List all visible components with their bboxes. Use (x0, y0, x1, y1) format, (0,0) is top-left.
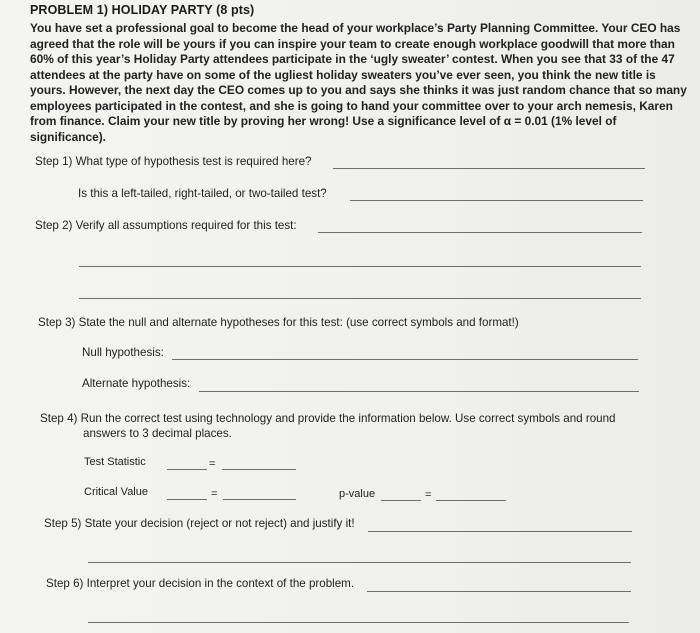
step1-question: Step 1) What type of hypothesis test is required here? (35, 155, 312, 168)
step3-question: Step 3) State the null and alternate hypotheses for this test: (use correct symbols and format!) (38, 316, 519, 329)
p-value-equals: = (425, 489, 432, 501)
p-value-symbol-line[interactable] (381, 500, 421, 501)
alternate-hypothesis-line[interactable] (199, 391, 639, 392)
critical-value-value-line[interactable] (223, 499, 296, 500)
step4-question-line2: answers to 3 decimal places. (83, 427, 232, 440)
p-value-value-line[interactable] (436, 500, 506, 501)
step2-answer-line-2[interactable] (79, 266, 641, 267)
step1-tail-answer-line[interactable] (350, 200, 643, 201)
null-hypothesis-line[interactable] (172, 359, 638, 360)
null-hypothesis-label: Null hypothesis: (82, 346, 164, 359)
critical-value-equals: = (211, 488, 218, 500)
test-statistic-label: Test Statistic (84, 456, 146, 468)
critical-value-symbol-line[interactable] (167, 499, 207, 500)
step1-answer-line[interactable] (333, 168, 645, 169)
step5-question: Step 5) State your decision (reject or not reject) and justify it! (44, 517, 355, 530)
step2-answer-line-3[interactable] (79, 298, 641, 299)
alternate-hypothesis-label: Alternate hypothesis: (82, 377, 191, 390)
problem-intro: You have set a professional goal to become the head of your workplace’s Party Planning Committee. Your CEO has agreed that the role will be yours if you can inspire your team to create enough workplace goodwill that more than 60% of this year’s Holiday Party attendees participate in the ‘ugly sweater’ contest. When you see that 33 of the 47 attendees at the party have on some of the ugliest holiday sweaters you’ve ever seen, you think the new title is yours. However, the next day the CEO comes up to you and says she thinks it was just random chance that so many employees participated in the contest, and she is going to hand your committee over to your arch nemesis, Karen from finance. Claim your new title by proving her wrong! Use a significance level of α = 0.01 (1% level of significance). (30, 21, 687, 144)
critical-value-label: Critical Value (84, 486, 148, 498)
step4-question-line1: Step 4) Run the correct test using technology and provide the information below. Use correct symbols and round (40, 412, 616, 425)
test-statistic-equals: = (209, 458, 216, 470)
step6-answer-line-1[interactable] (367, 591, 631, 592)
step2-question: Step 2) Verify all assumptions required for this test: (35, 219, 297, 232)
test-statistic-symbol-line[interactable] (167, 469, 207, 470)
step1-tail-question: Is this a left-tailed, right-tailed, or two-tailed test? (78, 187, 327, 200)
p-value-label: p-value (339, 488, 376, 500)
test-statistic-value-line[interactable] (222, 469, 296, 470)
step5-answer-line-2[interactable] (88, 562, 631, 563)
step6-answer-line-2[interactable] (88, 622, 629, 623)
step6-question: Step 6) Interpret your decision in the context of the problem. (46, 577, 355, 590)
step2-answer-line-1[interactable] (318, 232, 642, 233)
problem-title: PROBLEM 1) HOLIDAY PARTY (8 pts) (30, 3, 255, 17)
step5-answer-line-1[interactable] (368, 531, 632, 532)
